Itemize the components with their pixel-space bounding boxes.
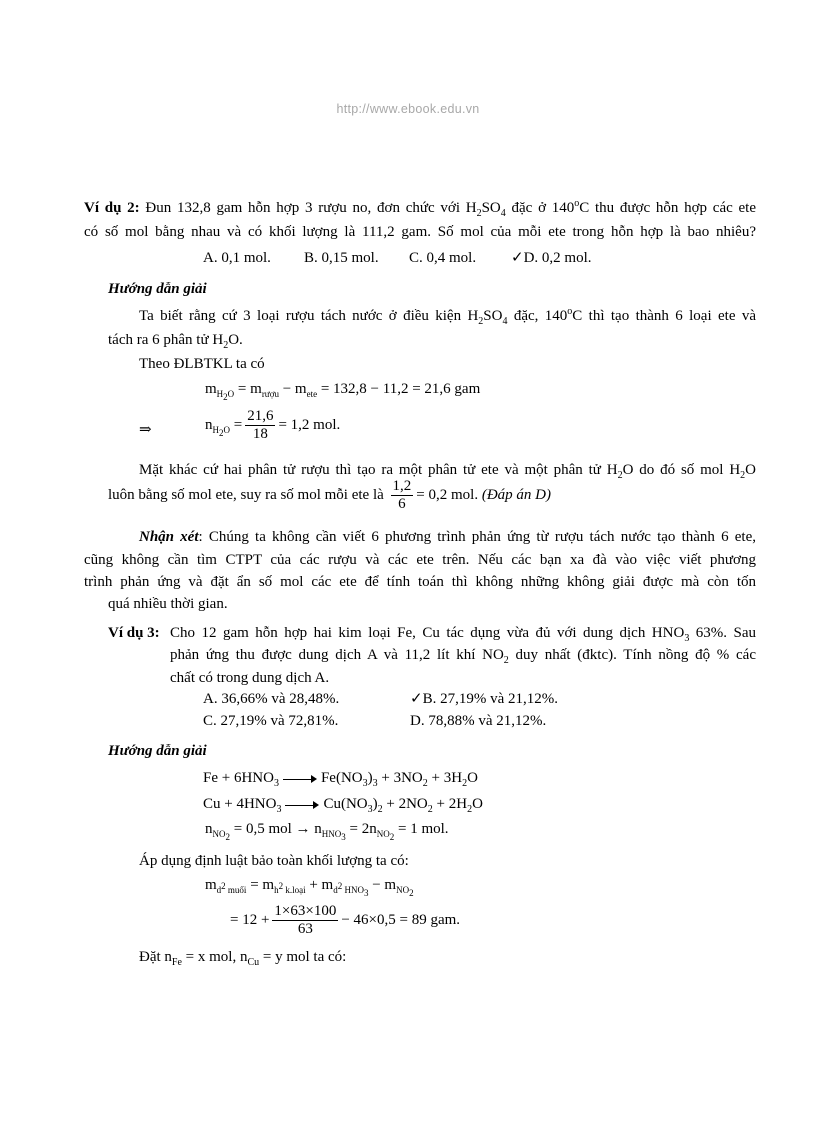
mass-equation: $m_{d^2 muối} = m_{h^2 k.loại} + m_{d^2 HNO_3} - m_{NO_2}$	[205, 877, 414, 898]
theo-dlbtkl: Theo ĐLBTKL ta có	[139, 356, 265, 372]
reaction-cu: $Cu + 4HNO_3$ $Cu(NO_3)_2 + 2NO_2 + 2H_2O$	[203, 796, 483, 815]
reaction-fe: $Fe + 6HNO_3$ $Fe(NO_3)_3 + 3NO_2 + 3H_2O$	[203, 770, 478, 789]
solution-2-heading: Hướng dẫn giải	[108, 281, 207, 297]
equation-water-mol: $n_{H_2O}$ = $\frac{21,6}{18}$ = 1,2 mol.	[205, 408, 341, 442]
remark-line-1: Nhận xét: Chúng ta không cần viết 6 phương trình phản ứng từ rượu tách nước tạo thành 6 ete,	[139, 529, 756, 545]
mass-calculation: = 12 + $\frac{1\times 63\times 100}{63}$ − 46×0,5 = 89 gam.	[230, 903, 461, 937]
mol-equation: $n_{NO_2} = 0,5$ mol → $n_{HNO_3} = 2n_{NO_2} = 1$ mol.	[205, 821, 449, 842]
option-d: D. 78,88% và 21,12%.	[410, 713, 547, 729]
set-variables: Đặt $n_{Fe} = x$ mol, $n_{Cu} = y$ mol ta có:	[139, 949, 347, 968]
solution-2-para-3: luôn bằng số mol ete, suy ra số mol mỗi ete là $\frac{1,2}{6}$ = 0,2 mol. (Đáp án D)	[108, 478, 551, 512]
example-2-label: Ví dụ 2:	[84, 200, 140, 216]
remark-line-4: quá nhiều thời gian.	[108, 596, 228, 612]
example-3-line-1: Cho 12 gam hỗn hợp hai kim loại Fe, Cu tác dụng vừa đủ với dung dịch $HNO_3$ 63%. Sau	[170, 625, 756, 644]
example-3-line-2: phản ứng thu được dung dịch A và 11,2 lít khí $NO_2$ duy nhất (đktc). Tính nồng độ % các	[170, 647, 756, 666]
option-c: C. 0,4 mol.	[409, 250, 477, 266]
implies-symbol: ⇒	[139, 422, 152, 438]
solution-3-heading: Hướng dẫn giải	[108, 743, 207, 759]
option-c: C. 27,19% và 72,81%.	[203, 713, 339, 729]
solution-2-para-1-cont: tách ra 6 phân tử $H_2O$.	[108, 332, 243, 351]
answer-d: (Đáp án D)	[481, 486, 551, 503]
example-2-line-2: có số mol bằng nhau và có khối lượng là 111,2 gam. Số mol của mỗi ete trong hỗn hợp là bao nhiêu?	[84, 224, 756, 240]
header-url: http://www.ebook.edu.vn	[336, 102, 480, 116]
option-a: A. 0,1 mol.	[203, 250, 271, 266]
example-3-label: Ví dụ 3:	[108, 625, 160, 641]
remark-line-2: cũng không cần tìm CTPT của các rượu và các ete trên. Nếu các bạn xa đà vào việc viết phương	[84, 552, 756, 568]
option-b-correct: ✓B. 27,19% và 21,12%.	[410, 691, 558, 707]
solution-2-para-1: Ta biết rằng cứ 3 loại rượu tách nước ở điều kiện $H_2SO_4$ đặc, 140$^o$C thì tạo thành 6 loại ete và	[139, 306, 756, 327]
remark-line-3: trình phản ứng và đặt ẩn số mol các ete để tính toán thì không những không giải được mà còn tốn	[84, 574, 756, 590]
solution-2-para-2: Mặt khác cứ hai phân tử rượu thì tạo ra một phân tử ete và một phân tử $H_2O$ do đó số mol $H_2O$	[139, 462, 756, 481]
equation-water-mass: $m_{H_2O} = m_{rượu} - m_{ete} = 132,8 - 11,2 = 21,6$ gam	[205, 381, 481, 402]
option-b: B. 0,15 mol.	[304, 250, 379, 266]
reaction-arrow	[285, 800, 319, 810]
apply-law: Áp dụng định luật bảo toàn khối lượng ta có:	[139, 853, 409, 869]
option-a: A. 36,66% và 28,48%.	[203, 691, 340, 707]
example-2-line-1: Ví dụ 2: Đun 132,8 gam hỗn hợp 3 rượu no, đơn chức với $H_2SO_4$ đặc ở 140$^o$C thu được hỗn hợp các ete	[84, 198, 756, 219]
example-3-line-3: chất có trong dung dịch A.	[170, 670, 330, 686]
reaction-arrow	[283, 774, 317, 784]
option-d-correct: ✓D. 0,2 mol.	[511, 250, 592, 266]
